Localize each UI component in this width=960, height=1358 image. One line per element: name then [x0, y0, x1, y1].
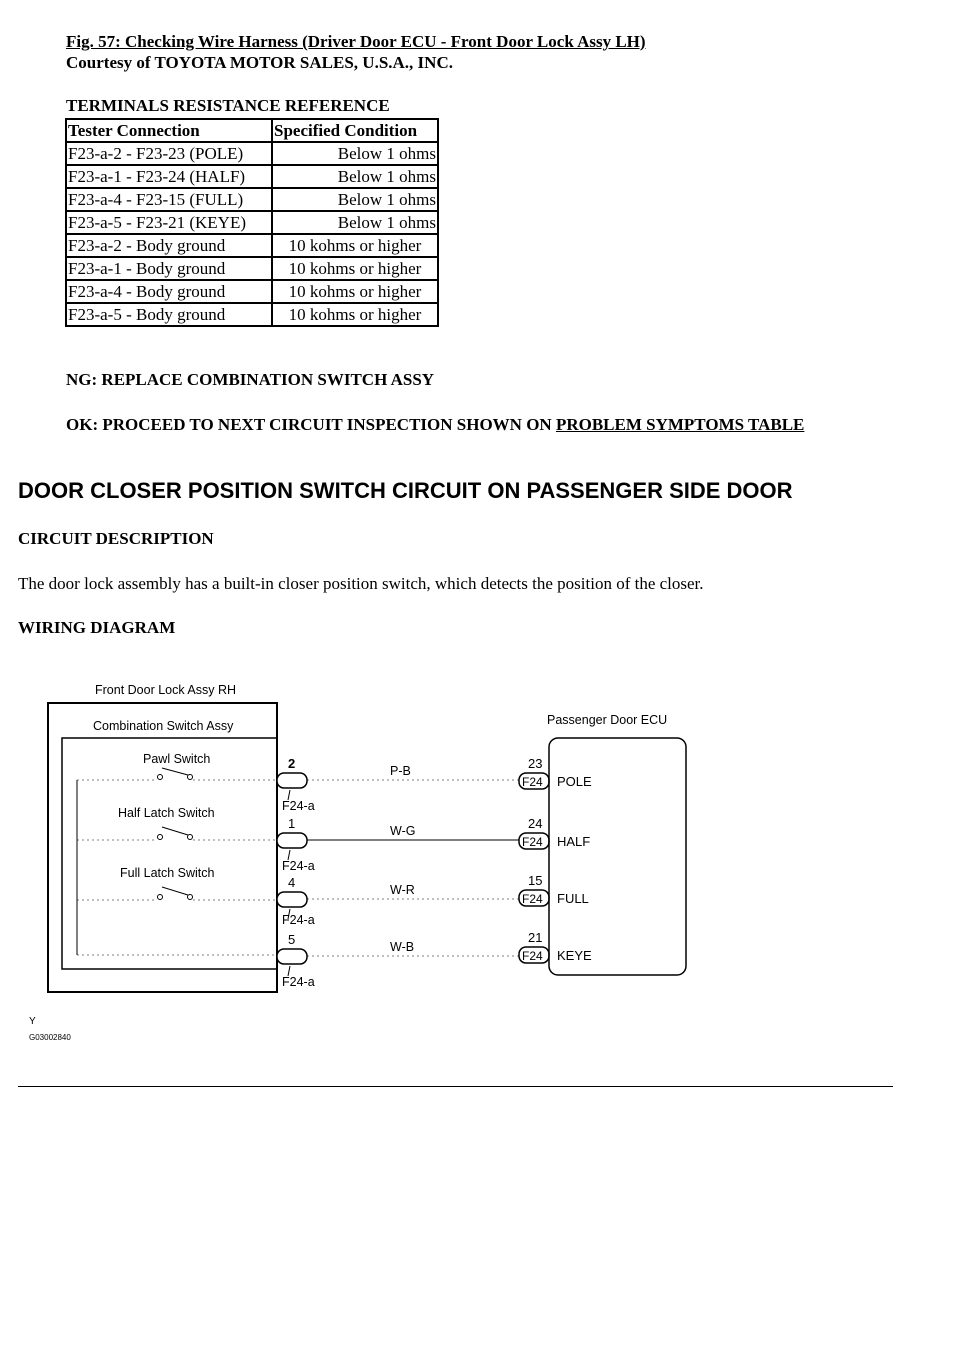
connector-label: F24-a	[282, 913, 315, 927]
table-header-row	[66, 119, 438, 142]
ecu-connector-label: F24	[522, 775, 543, 789]
wire-pole	[277, 756, 592, 813]
wire-color-label: P-B	[390, 764, 411, 778]
cell-connection: F23-a-1 - Body ground	[66, 257, 272, 280]
wire-keye	[277, 930, 592, 989]
problem-symptoms-table-link[interactable]: PROBLEM SYMPTOMS TABLE	[555, 415, 805, 434]
ecu-signal-label: FULL	[557, 891, 589, 906]
cell-connection: F23-a-2 - F23-23 (POLE)	[66, 142, 272, 165]
cell-condition: 10 kohms or higher	[272, 257, 438, 280]
table-row	[66, 188, 438, 211]
ng-result: NG: REPLACE COMBINATION SWITCH ASSY	[66, 370, 435, 389]
cell-condition: 10 kohms or higher	[272, 234, 438, 257]
section-title: DOOR CLOSER POSITION SWITCH CIRCUIT ON PASSENGER SIDE DOOR	[18, 478, 793, 503]
wiring-diagram	[0, 660, 960, 1060]
full-latch-switch-symbol	[158, 887, 193, 900]
table-row	[66, 211, 438, 234]
ecu-signal-label: HALF	[557, 834, 591, 849]
pin-label: 1	[288, 816, 296, 831]
header-specified-condition: Specified Condition	[272, 119, 438, 142]
ecu-connector-label: F24	[522, 835, 543, 849]
connector-symbol	[277, 773, 307, 788]
combination-switch-box	[62, 738, 277, 969]
circuit-description-heading: CIRCUIT DESCRIPTION	[18, 529, 214, 548]
divider-line	[18, 1086, 893, 1087]
ecu-connector-label: F24	[522, 949, 543, 963]
diagram-code: G03002840	[29, 1033, 71, 1042]
cell-connection: F23-a-4 - Body ground	[66, 280, 272, 303]
table-row	[66, 234, 438, 257]
ok-result	[66, 414, 866, 436]
courtesy-text: Courtesy of TOYOTA MOTOR SALES, U.S.A., INC.	[66, 53, 453, 72]
ecu-pin-label: 23	[528, 756, 543, 771]
ecu-connector-label: F24	[522, 892, 543, 906]
pawl-switch-label: Pawl Switch	[143, 752, 211, 766]
pawl-switch-symbol	[158, 768, 193, 780]
cell-connection: F23-a-5 - F23-21 (KEYE)	[66, 211, 272, 234]
connector-label: F24-a	[282, 859, 315, 873]
cell-connection: F23-a-5 - Body ground	[66, 303, 272, 326]
cell-connection: F23-a-1 - F23-24 (HALF)	[66, 165, 272, 188]
table-row	[66, 257, 438, 280]
cell-condition: Below 1 ohms	[272, 211, 438, 234]
ecu-pin-label: 21	[528, 930, 543, 945]
combination-switch-label: Combination Switch Assy	[93, 719, 234, 733]
cell-condition: 10 kohms or higher	[272, 280, 438, 303]
cell-connection: F23-a-4 - F23-15 (FULL)	[66, 188, 272, 211]
wire-color-label: W-R	[390, 883, 415, 897]
ok-result-text: OK: PROCEED TO NEXT CIRCUIT INSPECTION SHOWN ON	[66, 415, 556, 434]
figure-caption-link[interactable]: Fig. 57: Checking Wire Harness (Driver Door ECU - Front Door Lock Assy LH)	[66, 32, 646, 51]
half-latch-switch-label: Half Latch Switch	[118, 806, 215, 820]
connector-label: F24-a	[282, 799, 315, 813]
ecu-label: Passenger Door ECU	[547, 713, 668, 727]
table-row	[66, 303, 438, 326]
ecu-signal-label: POLE	[557, 774, 592, 789]
resistance-table	[65, 118, 439, 327]
wire-color-label: W-G	[390, 824, 416, 838]
cell-condition: Below 1 ohms	[272, 165, 438, 188]
connector-symbol	[277, 892, 307, 907]
connector-symbol	[277, 949, 307, 964]
wire-color-label: W-B	[390, 940, 415, 954]
cell-connection: F23-a-2 - Body ground	[66, 234, 272, 257]
lock-assy-label: Front Door Lock Assy RH	[95, 683, 237, 697]
wiring-diagram-heading: WIRING DIAGRAM	[18, 618, 176, 637]
table-row	[66, 280, 438, 303]
ecu-pin-label: 15	[528, 873, 543, 888]
wire-full	[277, 873, 589, 927]
cell-condition: Below 1 ohms	[272, 188, 438, 211]
pin-label: 2	[288, 756, 296, 771]
wire-half	[277, 816, 590, 873]
table-row	[66, 142, 438, 165]
pin-label: 5	[288, 932, 296, 947]
connector-label: F24-a	[282, 975, 315, 989]
cell-condition: 10 kohms or higher	[272, 303, 438, 326]
cell-condition: Below 1 ohms	[272, 142, 438, 165]
half-latch-switch-symbol	[158, 827, 193, 840]
footnote-y: Y	[29, 1016, 36, 1027]
pin-label: 4	[288, 875, 296, 890]
connector-symbol	[277, 833, 307, 848]
table-row	[66, 165, 438, 188]
full-latch-switch-label: Full Latch Switch	[120, 866, 215, 880]
ecu-pin-label: 24	[528, 816, 543, 831]
table-title: TERMINALS RESISTANCE REFERENCE	[66, 96, 390, 115]
lock-assy-box	[48, 703, 277, 992]
header-tester-connection: Tester Connection	[66, 119, 272, 142]
ecu-signal-label: KEYE	[557, 948, 592, 963]
circuit-description-text: The door lock assembly has a built-in closer position switch, which detects the position of the closer.	[18, 574, 704, 593]
